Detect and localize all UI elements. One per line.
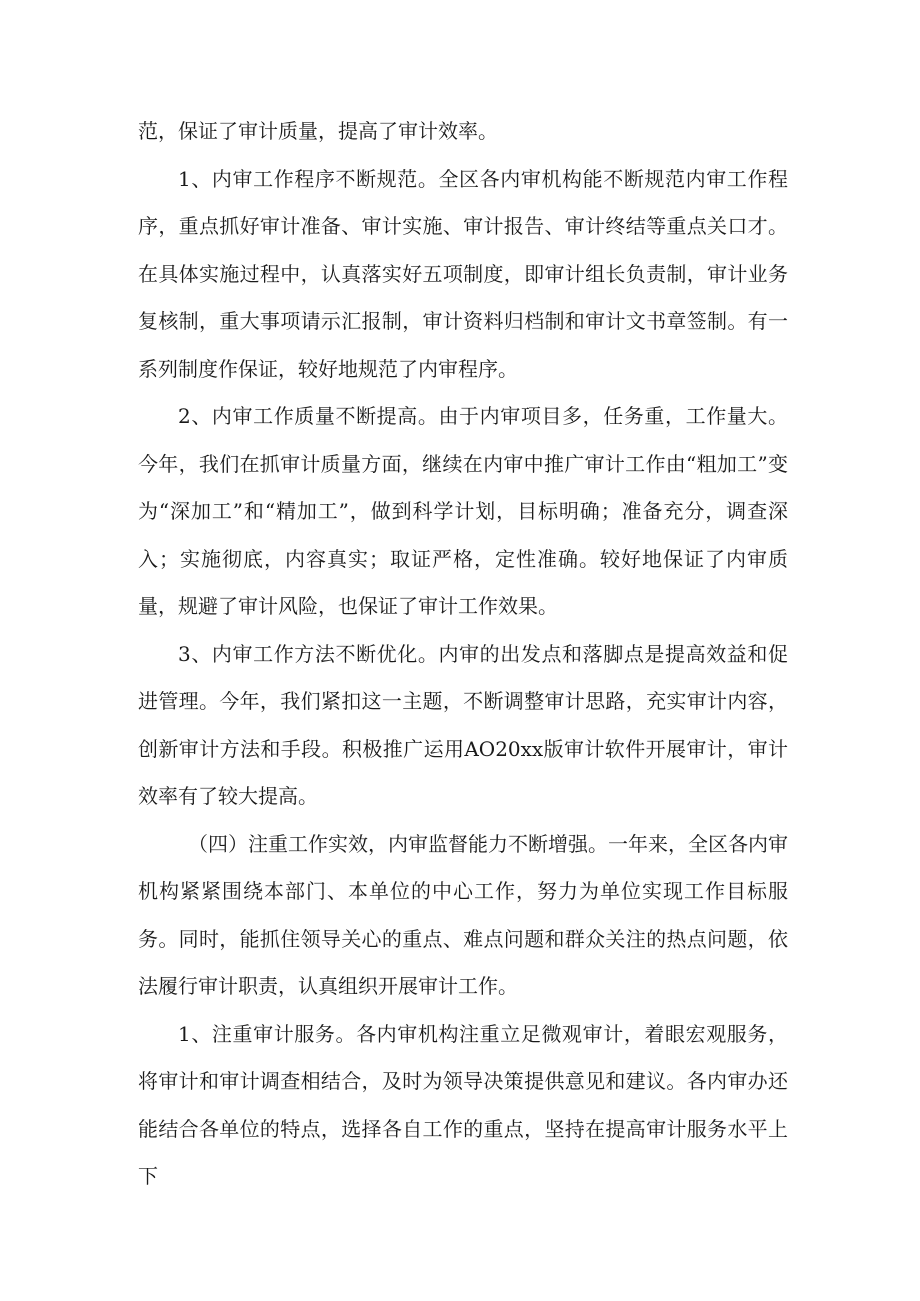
- paragraph-method-optimization: 3、内审工作方法不断优化。内审的出发点和落脚点是提高效益和促进管理。今年，我们紧扣这一主题，不断调整审计思路，充实审计内容，创新审计方法和手段。积极推广运用AO20xx版审计软件开展审计，审计效率有了较大提高。: [138, 641, 788, 808]
- paragraph-section-four: （四）注重工作实效，内审监督能力不断增强。一年来，全区各内审机构紧紧围绕本部门、本单位的中心工作，努力为单位实现工作目标服务。同时，能抓住领导关心的重点、难点问题和群众关注的热点问题，依法履行审计职责，认真组织开展审计工作。: [138, 831, 788, 998]
- paragraph-audit-service: 1、注重审计服务。各内审机构注重立足微观审计，着眼宏观服务，将审计和审计调查相结合，及时为领导决策提供意见和建议。各内审办还能结合各单位的特点，选择各自工作的重点，坚持在提高审计服务水平上下: [138, 1021, 788, 1188]
- paragraph-quality-improvement: 2、内审工作质量不断提高。由于内审项目多，任务重，工作量大。今年，我们在抓审计质量方面，继续在内审中推广审计工作由“粗加工”变为“深加工”和“精加工”，做到科学计划，目标明确；准备充分，调查深入；实施彻底，内容真实；取证严格，定性准确。较好地保证了内审质量，规避了审计风险，也保证了审计工作效果。: [138, 404, 788, 618]
- paragraph-procedure-standardization: 1、内审工作程序不断规范。全区各内审机构能不断规范内审工作程序，重点抓好审计准备、审计实施、审计报告、审计终结等重点关口才。在具体实施过程中，认真落实好五项制度，即审计组长负责制，审计业务复核制，重大事项请示汇报制，审计资料归档制和审计文书章签制。有一系列制度作保证，较好地规范了内审程序。: [138, 166, 788, 381]
- document-body: [138, 108, 788, 1201]
- paragraph-continuation: 范，保证了审计质量，提高了审计效率。: [138, 119, 498, 143]
